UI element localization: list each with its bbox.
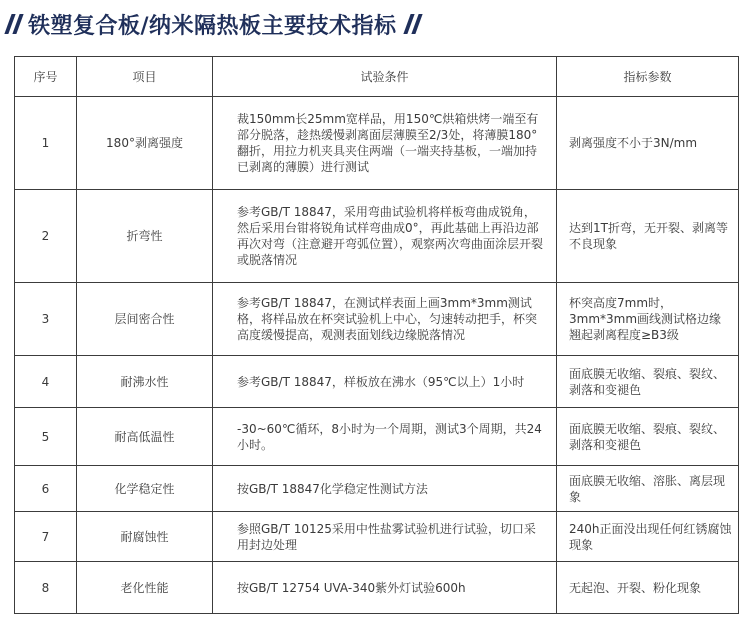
- cell-no: 2: [15, 190, 77, 283]
- table-row: [15, 466, 739, 512]
- cell-item: 耐沸水性: [77, 356, 213, 408]
- cell-indicator: 达到1T折弯，无开裂、剥离等不良现象: [557, 190, 739, 283]
- cell-condition: 参考GB/T 18847，采用弯曲试验机将样板弯曲成锐角，然后采用台钳将锐角试样弯曲成0°，再此基础上再沿边部再次对弯（注意避开弯弧位置），观察两次弯曲面涂层开裂或脱落情况: [213, 190, 557, 283]
- cell-condition: 参照GB/T 10125采用中性盐雾试验机进行试验，切口采用封边处理: [213, 512, 557, 562]
- table-row: [15, 190, 739, 283]
- table-row: [15, 408, 739, 466]
- cell-item: 耐腐蚀性: [77, 512, 213, 562]
- table-row: [15, 97, 739, 190]
- title-slash-decoration-right: [407, 14, 423, 34]
- table-row: [15, 562, 739, 614]
- table-row: [15, 512, 739, 562]
- cell-no: 7: [15, 512, 77, 562]
- col-header-item: 项目: [77, 57, 213, 97]
- spec-table: [14, 56, 739, 614]
- cell-item: 老化性能: [77, 562, 213, 614]
- cell-no: 1: [15, 97, 77, 190]
- cell-item: 耐高低温性: [77, 408, 213, 466]
- cell-indicator: 剥离强度不小于3N/mm: [557, 97, 739, 190]
- cell-condition: -30~60℃循环，8小时为一个周期，测试3个周期，共24小时。: [213, 408, 557, 466]
- col-header-no: 序号: [15, 57, 77, 97]
- cell-no: 8: [15, 562, 77, 614]
- col-header-condition: 试验条件: [213, 57, 557, 97]
- cell-no: 6: [15, 466, 77, 512]
- cell-condition: 按GB/T 12754 UVA-340紫外灯试验600h: [213, 562, 557, 614]
- cell-indicator: 面底膜无收缩、裂痕、裂纹、剥落和变褪色: [557, 356, 739, 408]
- cell-no: 3: [15, 283, 77, 356]
- title-slash-decoration-left: [8, 14, 24, 34]
- cell-condition: 参考GB/T 18847，在测试样表面上画3mm*3mm测试格，将样品放在杯突试验机上中心，匀速转动把手，杯突高度缓慢提高，观测表面划线边缘脱落情况: [213, 283, 557, 356]
- col-header-indicator: 指标参数: [557, 57, 739, 97]
- cell-item: 折弯性: [77, 190, 213, 283]
- cell-condition: 参考GB/T 18847，样板放在沸水（95℃以上）1小时: [213, 356, 557, 408]
- cell-no: 4: [15, 356, 77, 408]
- cell-indicator: 杯突高度7mm时，3mm*3mm画线测试格边缘翘起剥离程度≥B3级: [557, 283, 739, 356]
- cell-item: 化学稳定性: [77, 466, 213, 512]
- table-row: [15, 356, 739, 408]
- page-header: [8, 6, 423, 42]
- cell-item: 180°剥离强度: [77, 97, 213, 190]
- cell-no: 5: [15, 408, 77, 466]
- cell-indicator: 面底膜无收缩、溶胀、离层现象: [557, 466, 739, 512]
- cell-indicator: 240h正面没出现任何红锈腐蚀现象: [557, 512, 739, 562]
- cell-item: 层间密合性: [77, 283, 213, 356]
- cell-indicator: 无起泡、开裂、粉化现象: [557, 562, 739, 614]
- cell-indicator: 面底膜无收缩、裂痕、裂纹、剥落和变褪色: [557, 408, 739, 466]
- cell-condition: 按GB/T 18847化学稳定性测试方法: [213, 466, 557, 512]
- page-title: 铁塑复合板/纳米隔热板主要技术指标: [28, 13, 397, 39]
- table-row: [15, 283, 739, 356]
- table-header-row: [15, 57, 739, 97]
- cell-condition: 裁150mm长25mm宽样品，用150℃烘箱烘烤一端至有部分脱落，趁热缓慢剥离面层薄膜至2/3处，将薄膜180°翻折，用拉力机夹具夹住两端（一端夹持基板，一端加持已剥离的薄膜）进行测试: [213, 97, 557, 190]
